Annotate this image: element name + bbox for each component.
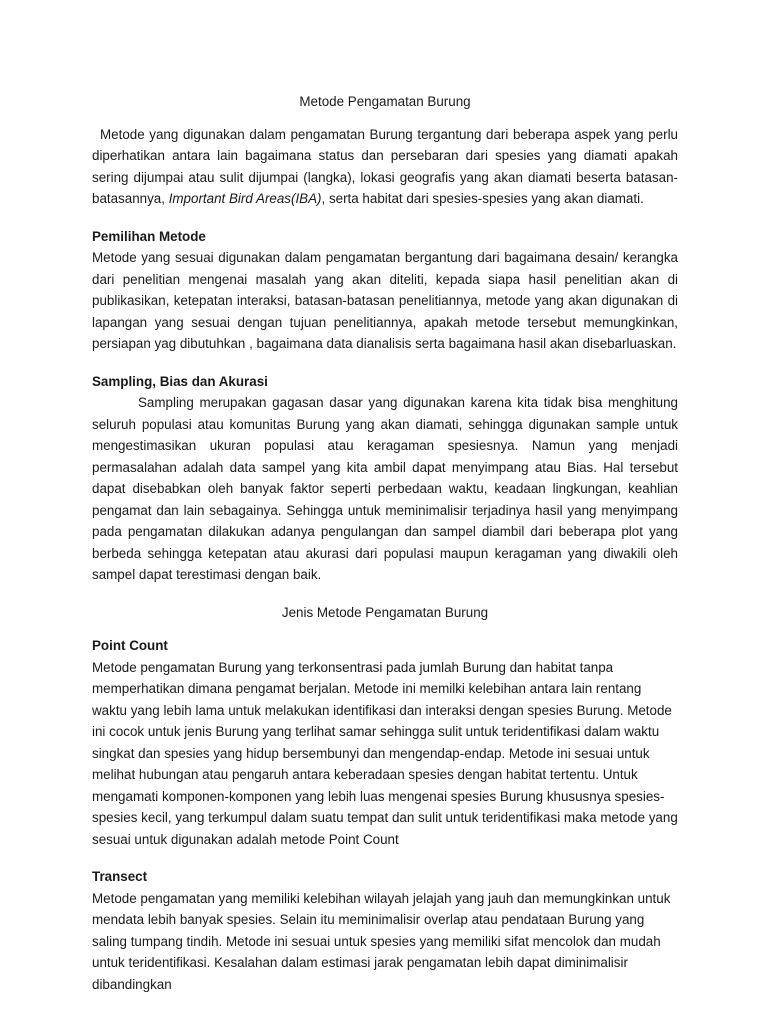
document-title: Metode Pengamatan Burung: [299, 94, 471, 109]
section-body-pemilihan-metode: Metode yang sesuai digunakan dalam pengamatan bergantung dari bagaimana desain/ kerangka dari penelitian mengenai masalah yang akan diteliti, kepada siapa hasil penelitian akan di publikasikan, ketepatan interaksi, batasan-batasan penelitiannya, metode yang akan digunakan di lapangan yang sesuai dengan tujuan penelitiannya, apakah metode tersebut memungkinkan, persiapan yag dibutuhkan , bagaimana data dianalisis serta bagaimana hasil akan disebarluaskan.: [92, 250, 678, 351]
section-body-transect: Metode pengamatan yang memiliki kelebihan wilayah jelajah yang jauh dan memungkinkan untuk mendata lebih banyak spesies. Selain itu meminimalisir overlap atau pendataan Burung yang saling tumpang tindih. Metode ini sesuai untuk spesies yang memiliki sifat mencolok dan mudah untuk teridentifikasi. Kesalahan dalam estimasi jarak pengamatan lebih dapat diminimalisir dibandingkan: [92, 890, 671, 992]
section-heading-pemilihan-metode: Pemilihan Metode: [92, 228, 206, 244]
section-body-point-count: Metode pengamatan Burung yang terkonsentrasi pada jumlah Burung dan habitat tanpa memperhatikan dimana pengamat berjalan. Metode ini memilki kelebihan antara lain rentang waktu yang lebih lama untuk melakukan identifikasi dan interaksi dengan spesies Burung. Metode ini cocok untuk jenis Burung yang terlihat samar sehingga sulit untuk teridentifikasi dalam waktu singkat dan spesies yang hidup bersembunyi dan mengendap-endap. Metode ini sesuai untuk melihat hubungan atau pengaruh antara keberadaan spesies dengan habitat tertentu. Untuk mengamati komponen-komponen yang lebih luas mengenai spesies Burung khususnya spesies-spesies kecil, yang terkumpul dalam suatu tempat dan sulit untuk teridentifikasi maka metode yang sesuai untuk digunakan adalah metode Point Count: [92, 659, 678, 847]
intro-paragraph: [92, 124, 678, 210]
intro-text-end: , serta habitat dari spesies-spesies yang akan diamati.: [321, 191, 644, 206]
intro-italic-term: Important Bird Areas(IBA): [168, 191, 322, 206]
intro-text: Metode yang digunakan dalam pengamatan Burung tergantung dari beberapa aspek yang perlu diperhatikan antara lain bagaimana status dan persebaran dari spesies yang diamati apakah sering dijumpai atau sulit dijumpai (langka), lokasi geografis yang akan diamati beserta batasan-batasannya,: [92, 126, 678, 206]
section-heading-sampling: Sampling, Bias dan Akurasi: [92, 373, 268, 389]
section-subtitle-jenis-metode: Jenis Metode Pengamatan Burung: [281, 604, 489, 620]
section-heading-transect: Transect: [92, 869, 148, 884]
section-body-sampling: Sampling merupakan gagasan dasar yang digunakan karena kita tidak bisa menghitung seluruh populasi atau komunitas Burung yang akan diamati, sehingga digunakan sample untuk mengestimasikan ukuran populasi atau keragaman spesiesnya. Namun yang menjadi permasalahan adalah data sampel yang kita ambil dapat menyimpang atau Bias. Hal tersebut dapat disebabkan oleh banyak faktor seperti perbedaan waktu, keadaan lingkungan, keahlian pengamat dan lain sebagainya. Sehingga untuk meminimalisir terjadinya hasil yang menyimpang pada pengamatan dilakukan adanya pengulangan dan sampel diambil dari beberapa plot yang berbeda sehingga ketepatan atau akurasi dari populasi maupun keragaman yang diwakili oleh sampel dapat terestimasi dengan baik.: [92, 395, 678, 582]
document-content: [92, 91, 678, 995]
section-heading-point-count: Point Count: [92, 638, 168, 653]
